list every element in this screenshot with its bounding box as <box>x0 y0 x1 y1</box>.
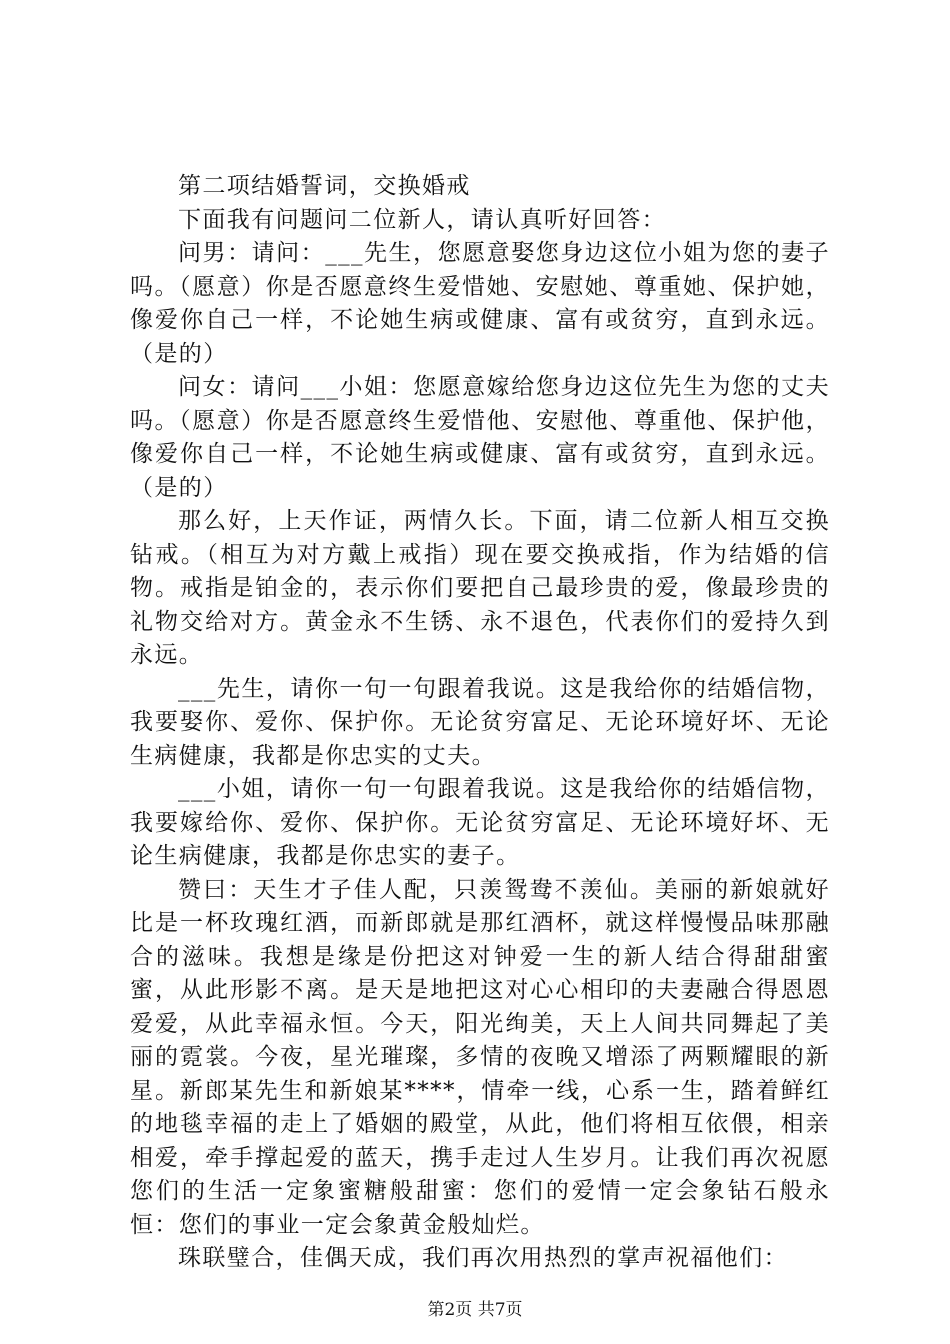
page-number-footer: 第2页 共7页 <box>427 1300 523 1320</box>
paragraph-bride-vow: ___小姐，请你一句一句跟着我说。这是我给你的结婚信物，我要嫁给你、爱你、保护你。无论贫穷富足、无论环境好坏、无论生病健康，我都是你忠实的妻子。 <box>130 776 830 869</box>
paragraph-ask-bride: 问女：请问___小姐：您愿意嫁给您身边这位先生为您的丈夫吗。（愿意）你是否愿意终生爱惜他、安慰他、尊重他、保护他，像爱你自己一样，不论她生病或健康、富有或贫穷，直到永远。（是的） <box>130 374 830 501</box>
paragraph-section-title: 第二项结婚誓词，交换婚戒 <box>178 173 471 199</box>
paragraph-blessing: 赞曰：天生才子佳人配，只羡鸳鸯不羡仙。美丽的新娘就好比是一杯玫瑰红酒，而新郎就是那红酒杯，就这样慢慢品味那融合的滋味。我想是缘是份把这对钟爱一生的新人结合得甜甜蜜蜜，从此形影不离。是天是地把这对心心相印的夫妻融合得恩恩爱爱，从此幸福永恒。今天，阳光绚美，天上人间共同舞起了美丽的霓裳。今夜，星光璀璨，多情的夜晚又增添了两颗耀眼的新星。新郎某先生和新娘某****，情牵一线，心系一生，踏着鲜红的地毯幸福的走上了婚姻的殿堂，从此，他们将相互依偎，相亲相爱，牵手撑起爱的蓝天，携手走过人生岁月。让我们再次祝愿您们的生活一定象蜜糖般甜蜜：您们的爱情一定会象钻石般永恒：您们的事业一定会象黄金般灿烂。 <box>130 876 830 1238</box>
paragraph-groom-vow: ___先生，请你一句一句跟着我说。这是我给你的结婚信物，我要娶你、爱你、保护你。无论贫穷富足、无论环境好坏、无论生病健康，我都是你忠实的丈夫。 <box>130 675 830 769</box>
paragraph-ring-exchange: 那么好，上天作证，两情久长。下面，请二位新人相互交换钻戒。（相互为对方戴上戒指）现在要交换戒指，作为结婚的信物。戒指是铂金的，表示你们要把自己最珍贵的爱，像最珍贵的礼物交给对方。黄金永不生锈、永不退色，代表你们的爱持久到永远。 <box>130 508 830 668</box>
document-body <box>130 170 830 1276</box>
paragraph-intro: 下面我有问题问二位新人，请认真听好回答： <box>178 206 666 233</box>
paragraph-closing: 珠联璧合，佳偶天成，我们再次用热烈的掌声祝福他们： <box>178 1245 788 1271</box>
paragraph-ask-groom: 问男：请问：___先生，您愿意娶您身边这位小姐为您的妻子吗。（愿意）你是否愿意终生爱惜她、安慰她、尊重她、保护她，像爱你自己一样，不论她生病或健康、富有或贫穷，直到永远。（是的） <box>130 240 830 367</box>
